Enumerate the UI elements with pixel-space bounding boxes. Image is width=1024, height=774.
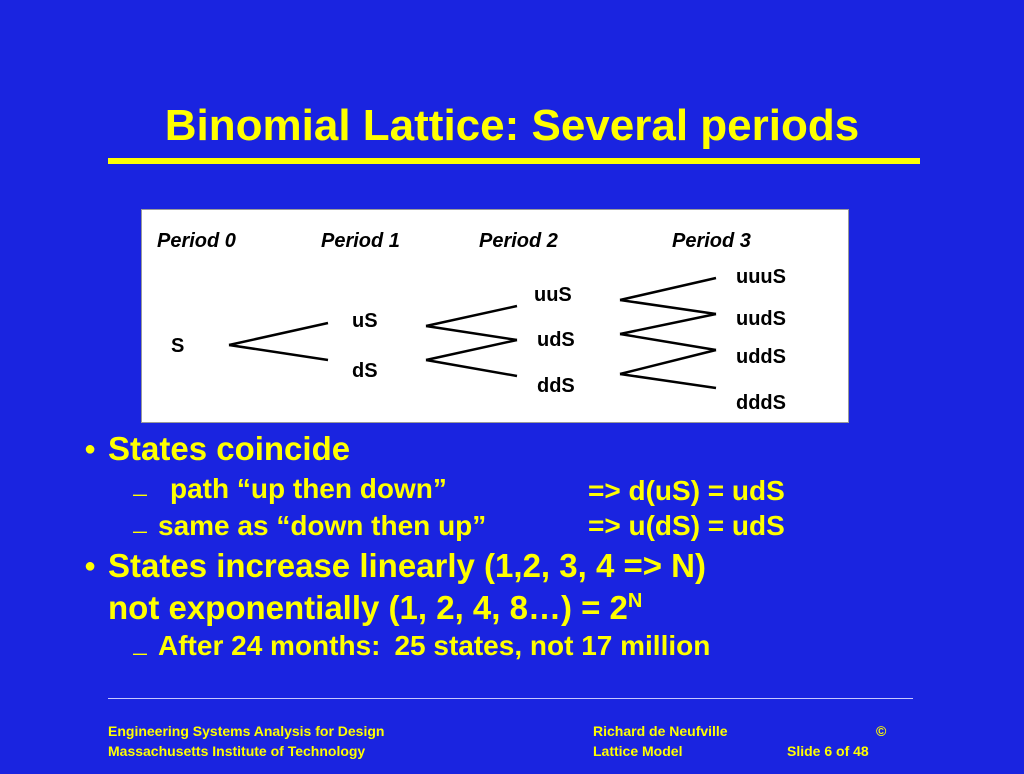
footer-institution: Massachusetts Institute of Technology	[108, 743, 366, 759]
footer-rule	[108, 698, 913, 699]
period-0-label: Period 0	[157, 230, 236, 252]
slide-title: Binomial Lattice: Several periods	[164, 101, 860, 150]
node-uds: udS	[537, 329, 575, 351]
sub-bullet-d-us: => d(uS) = udS	[588, 475, 785, 506]
node-ds: dS	[352, 360, 378, 382]
node-uuds: uudS	[736, 308, 786, 330]
node-s: S	[171, 335, 185, 357]
footer-author: Richard de Neufville	[593, 723, 728, 739]
edge-ds-uds	[426, 340, 517, 360]
footer-topic: Lattice Model	[593, 743, 683, 759]
edge-us-uds	[426, 326, 517, 340]
sub-bullet-u-ds: => u(dS) = udS	[588, 510, 785, 541]
sub-bullet-up-then-down: path “up then down”	[170, 473, 447, 504]
edge-uds-uuds	[620, 314, 716, 334]
lattice-diagram	[141, 209, 849, 423]
node-uus: uuS	[534, 284, 572, 306]
sub-bullet-after-24-months	[158, 629, 710, 663]
edge-us-uus	[426, 306, 517, 326]
title-underline	[108, 158, 920, 164]
bullet-states-coincide: States coincide	[108, 430, 351, 467]
edge-s-us	[229, 323, 328, 345]
edge-uds-udds	[620, 334, 716, 350]
edge-uus-uuus	[620, 278, 716, 300]
exponent-n: N	[627, 590, 643, 612]
node-uuus: uuuS	[736, 266, 786, 288]
dash-icon: —	[133, 523, 147, 539]
dash-icon: —	[133, 645, 147, 661]
period-2-label: Period 2	[479, 230, 558, 252]
edge-dds-ddds	[620, 374, 716, 388]
node-udds: uddS	[736, 346, 786, 368]
bullet-dot-icon: ●	[84, 555, 97, 577]
period-1-label: Period 1	[321, 230, 400, 252]
edge-uus-uuds	[620, 300, 716, 314]
footer-copyright: ©	[876, 723, 887, 739]
footer-course: Engineering Systems Analysis for Design	[108, 723, 385, 739]
node-dds: ddS	[537, 375, 575, 397]
bullet-dot-icon: ●	[84, 438, 97, 460]
dash-icon: —	[133, 486, 147, 502]
bullet-states-increase: States increase linearly (1,2, 3, 4 => N)	[108, 547, 706, 584]
edge-ds-dds	[426, 360, 517, 376]
node-ddds: dddS	[736, 392, 786, 414]
bullet-not-exponential	[108, 588, 642, 628]
not-exponential-text: not exponentially (1, 2, 4, 8…) = 2	[108, 589, 628, 626]
footer-slide-number: Slide 6 of 48	[787, 743, 869, 759]
edge-dds-udds	[620, 350, 716, 374]
period-3-label: Period 3	[672, 230, 751, 252]
node-us: uS	[352, 310, 378, 332]
sub-bullet-down-then-up: same as “down then up”	[158, 510, 487, 541]
states-count-text: 25 states, not 17 million	[394, 630, 711, 661]
after-24-months-text: After 24 months:	[158, 630, 381, 661]
edge-s-ds	[229, 345, 328, 360]
